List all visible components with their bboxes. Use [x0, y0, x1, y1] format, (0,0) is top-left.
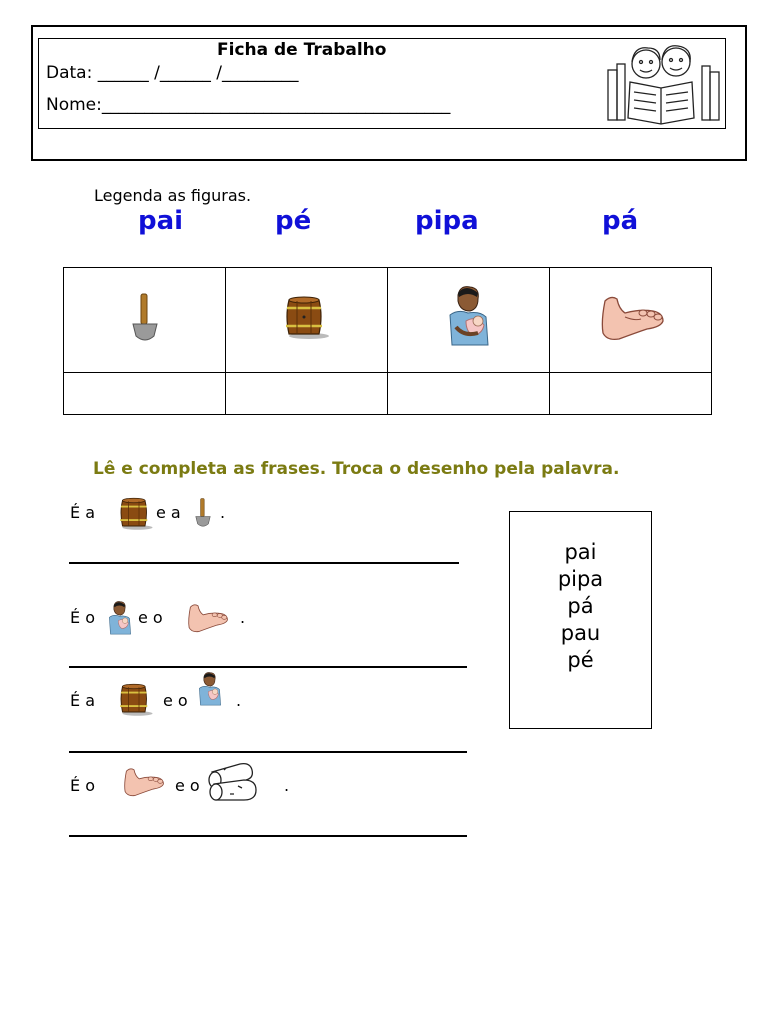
sentence-3-start: É a: [70, 691, 95, 710]
answer-line-1[interactable]: [69, 562, 459, 564]
word-label-1: pai: [138, 206, 184, 236]
sentence-4-start: É o: [70, 776, 95, 795]
sentence-1-end: .: [220, 503, 226, 522]
answer-cell-3[interactable]: [388, 373, 550, 415]
answer-cell-2[interactable]: [226, 373, 388, 415]
word-bank-item: pé: [567, 648, 594, 672]
barrel-icon: [118, 497, 154, 531]
log-icon: [204, 762, 258, 802]
children-reading-icon: [604, 42, 724, 126]
picture-table: [63, 267, 712, 415]
sentence-1-start: É a: [70, 503, 95, 522]
word-bank-item: pai: [564, 540, 597, 564]
answer-line-4[interactable]: [69, 835, 467, 837]
sheet-title: Ficha de Trabalho: [217, 40, 387, 60]
picture-cell-3: [388, 268, 550, 373]
sentence-2-start: É o: [70, 608, 95, 627]
word-bank-item: pipa: [557, 567, 604, 591]
date-field[interactable]: Data: ______ /______ /_________: [46, 63, 299, 83]
shovel-icon: [130, 292, 160, 344]
word-label-4: pá: [602, 206, 639, 236]
picture-cell-4: [550, 268, 712, 373]
sentence-4: [70, 776, 290, 890]
picture-cell-2: [226, 268, 388, 373]
foot-icon: [184, 602, 230, 634]
father-with-baby-icon: [196, 671, 224, 709]
foot-icon: [120, 766, 166, 798]
sentence-3-end: .: [236, 691, 242, 710]
answer-line-2[interactable]: [69, 666, 467, 668]
sentence-4-end: .: [284, 776, 290, 795]
exercise2-instruction: Lê e completa as frases. Troca o desenho pela palavra.: [93, 459, 620, 479]
word-label-2: pé: [275, 206, 312, 236]
word-bank-item: pá: [567, 594, 594, 618]
father-with-baby-icon: [106, 600, 134, 638]
foot-icon: [595, 293, 667, 343]
barrel-icon: [283, 296, 331, 340]
answer-line-3[interactable]: [69, 751, 467, 753]
answer-cell-4[interactable]: [550, 373, 712, 415]
word-bank: [509, 511, 652, 729]
barrel-icon: [118, 683, 154, 717]
sentence-4-middle: e o: [175, 776, 200, 795]
sentence-1: [70, 503, 226, 617]
word-label-3: pipa: [415, 206, 479, 236]
picture-cell-1: [64, 268, 226, 373]
sentence-3-middle: e o: [163, 691, 188, 710]
exercise1-instruction: Legenda as figuras.: [94, 186, 252, 205]
word-bank-item: pau: [560, 621, 601, 645]
shovel-icon: [194, 497, 212, 529]
answer-cell-1[interactable]: [64, 373, 226, 415]
father-with-baby-icon: [444, 285, 494, 351]
name-field[interactable]: Nome:_________________________________________: [46, 95, 451, 115]
sentence-1-middle: e a: [156, 503, 181, 522]
sentence-2-end: .: [240, 608, 246, 627]
sentence-2-middle: e o: [138, 608, 163, 627]
